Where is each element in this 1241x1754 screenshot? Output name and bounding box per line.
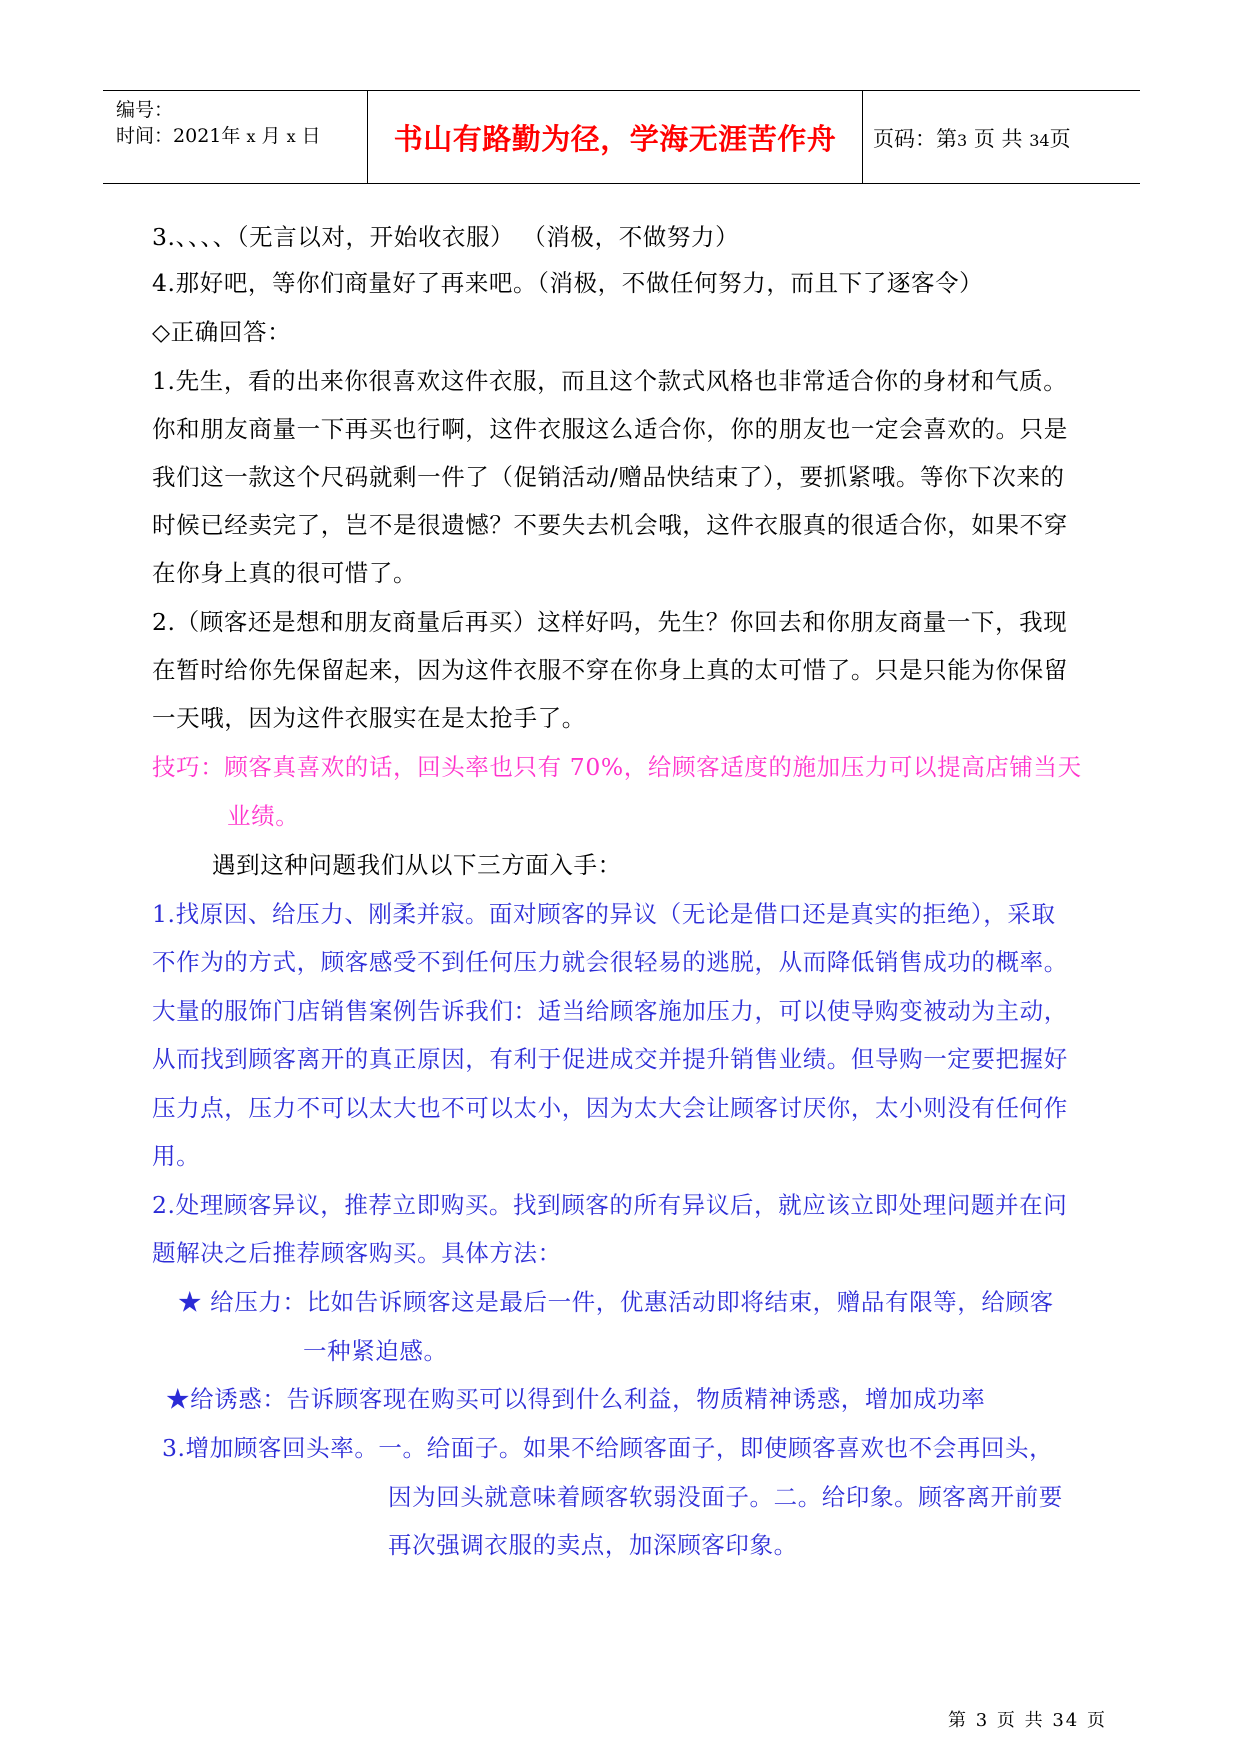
tip-line: 技巧：顾客真喜欢的话，回头率也只有 70%，给顾客适度的施加压力可以提高店铺当天 (152, 753, 1082, 781)
body-line: 在你身上真的很可惜了。 (152, 559, 418, 587)
blue-line: 一种紧迫感。 (303, 1337, 448, 1365)
body-line: 3.、、、、（无言以对，开始收衣服） （消极，不做努力） (152, 223, 740, 251)
blue-line: 用。 (152, 1142, 201, 1170)
tip-line: 业绩。 (227, 802, 300, 830)
blue-line: 2.处理顾客异议，推荐立即购买。找到顾客的所有异议后，就应该立即处理问题并在问 (152, 1191, 1068, 1219)
intro-line: 遇到这种问题我们从以下三方面入手： (212, 851, 622, 879)
blue-line: 从而找到顾客离开的真正原因，有利于促进成交并提升销售业绩。但导购一定要把握好 (152, 1045, 1068, 1073)
body-line: 时候已经卖完了，岂不是很遗憾？不要失去机会哦，这件衣服真的很适合你，如果不穿 (152, 511, 1068, 539)
blue-line: 因为回头就意味着顾客软弱没面子。二。给印象。顾客离开前要 (388, 1483, 1063, 1511)
header-page-cell (863, 91, 1140, 183)
document-number-label: 编号： (116, 99, 174, 121)
blue-line: 题解决之后推荐顾客购买。具体方法： (152, 1239, 562, 1267)
document-header (103, 90, 1140, 184)
section-heading: ◇正确回答： (152, 318, 292, 346)
blue-line: 3.增加顾客回头率。一。给面子。如果不给顾客面子，即使顾客喜欢也不会再回头， (162, 1434, 1054, 1462)
header-info-cell (103, 91, 368, 183)
body-line: 2.（顾客还是想和朋友商量后再买）这样好吗，先生？你回去和你朋友商量一下，我现 (152, 608, 1068, 636)
body-line: 1.先生，看的出来你很喜欢这件衣服，而且这个款式风格也非常适合你的身材和气质。 (152, 367, 1068, 395)
blue-line: ★给诱惑：告诉顾客现在购买可以得到什么利益，物质精神诱惑，增加成功率 (166, 1385, 986, 1413)
header-motto-cell (368, 91, 863, 183)
body-line: 我们这一款这个尺码就剩一件了（促销活动/赠品快结束了），要抓紧哦。等你下次来的 (152, 463, 1065, 491)
blue-line: 不作为的方式，顾客感受不到任何压力就会很轻易的逃脱，从而降低销售成功的概率。 (152, 948, 1068, 976)
body-line: 在暂时给你先保留起来，因为这件衣服不穿在你身上真的太可惜了。只是只能为你保留 (152, 656, 1068, 684)
motto: 书山有路勤为径，学海无涯苦作舟 (393, 122, 837, 156)
blue-line: 大量的服饰门店销售案例告诉我们：适当给顾客施加压力，可以使导购变被动为主动， (152, 997, 1068, 1025)
blue-line: 压力点，压力不可以太大也不可以太小，因为太大会让顾客讨厌你，太小则没有任何作 (152, 1094, 1068, 1122)
body-line: 你和朋友商量一下再买也行啊，这件衣服这么适合你，你的朋友也一定会喜欢的。只是 (152, 415, 1068, 443)
blue-line: 1.找原因、给压力、刚柔并寂。面对顾客的异议（无论是借口还是真实的拒绝），采取 (152, 900, 1056, 928)
body-line: 4.那好吧，等你们商量好了再来吧。（消极，不做任何努力，而且下了逐客令） (152, 269, 984, 297)
body-line: 一天哦，因为这件衣服实在是太抢手了。 (152, 704, 586, 732)
blue-line: 再次强调衣服的卖点，加深顾客印象。 (388, 1531, 798, 1559)
blue-line: ★ 给压力：比如告诉顾客这是最后一件，优惠活动即将结束，赠品有限等，给顾客 (178, 1288, 1054, 1316)
page-footer: 第 3 页 共 34 页 (948, 1710, 1107, 1731)
document-time: 时间：2021年 x 月 x 日 (116, 125, 321, 147)
header-page-number: 页码：第3 页 共 34页 (873, 127, 1071, 151)
